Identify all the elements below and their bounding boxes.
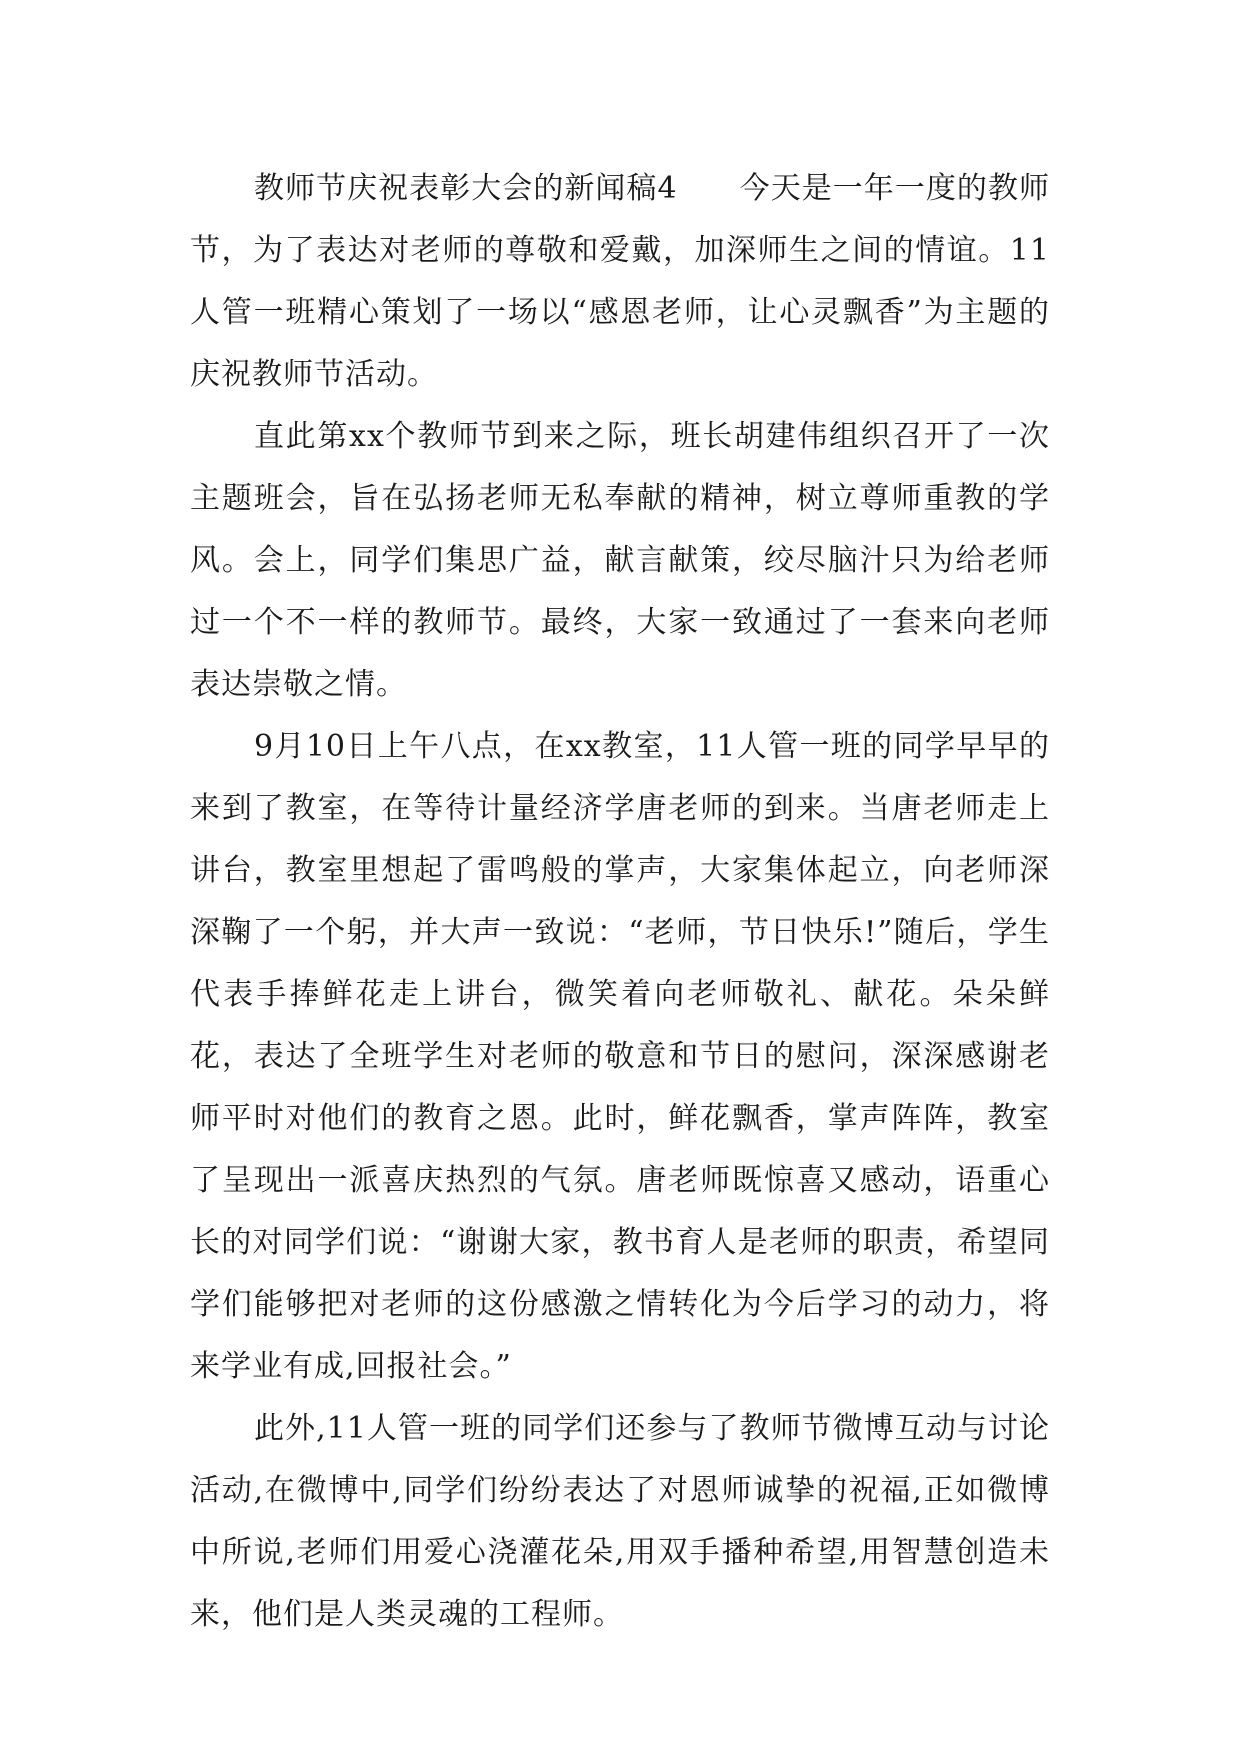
paragraph-4: 此外,11人管一班的同学们还参与了教师节微博互动与讨论活动,在微博中,同学们纷纷表达了对恩师诚挚的祝福,正如微博中所说,老师们用爱心浇灌花朵,用双手播种希望,用智慧创造未来，他们是人类灵魂的工程师。 (190, 1411, 1050, 1632)
paragraph-1: 教师节庆祝表彰大会的新闻稿4 今天是一年一度的教师节，为了表达对老师的尊敬和爱戴，加深师生之间的情谊。11人管一班精心策划了一场以“感恩老师，让心灵飘香”为主题的庆祝教师节活动。 (190, 171, 1050, 392)
paragraph-3: 9月10日上午八点，在xx教室，11人管一班的同学早早的来到了教室，在等待计量经济学唐老师的到来。当唐老师走上讲台，教室里想起了雷鸣般的掌声，大家集体起立，向老师深深鞠了一个躬，并大声一致说：“老师，节日快乐!”随后，学生代表手捧鲜花走上讲台，微笑着向老师敬礼、献花。朵朵鲜花，表达了全班学生对老师的敬意和节日的慰问，深深感谢老师平时对他们的教育之恩。此时，鲜花飘香，掌声阵阵，教室了呈现出一派喜庆热烈的气氛。唐老师既惊喜又感动，语重心长的对同学们说：“谢谢大家，教书育人是老师的职责，希望同学们能够把对老师的这份感激之情转化为今后学习的动力，将来学业有成,回报社会。” (190, 729, 1050, 1384)
article-body (190, 158, 1050, 1646)
paragraph-2: 直此第xx个教师节到来之际，班长胡建伟组织召开了一次主题班会，旨在弘扬老师无私奉献的精神，树立尊师重教的学风。会上，同学们集思广益，献言献策，绞尽脑汁只为给老师过一个不一样的教师节。最终，大家一致通过了一套来向老师表达崇敬之情。 (190, 419, 1050, 702)
